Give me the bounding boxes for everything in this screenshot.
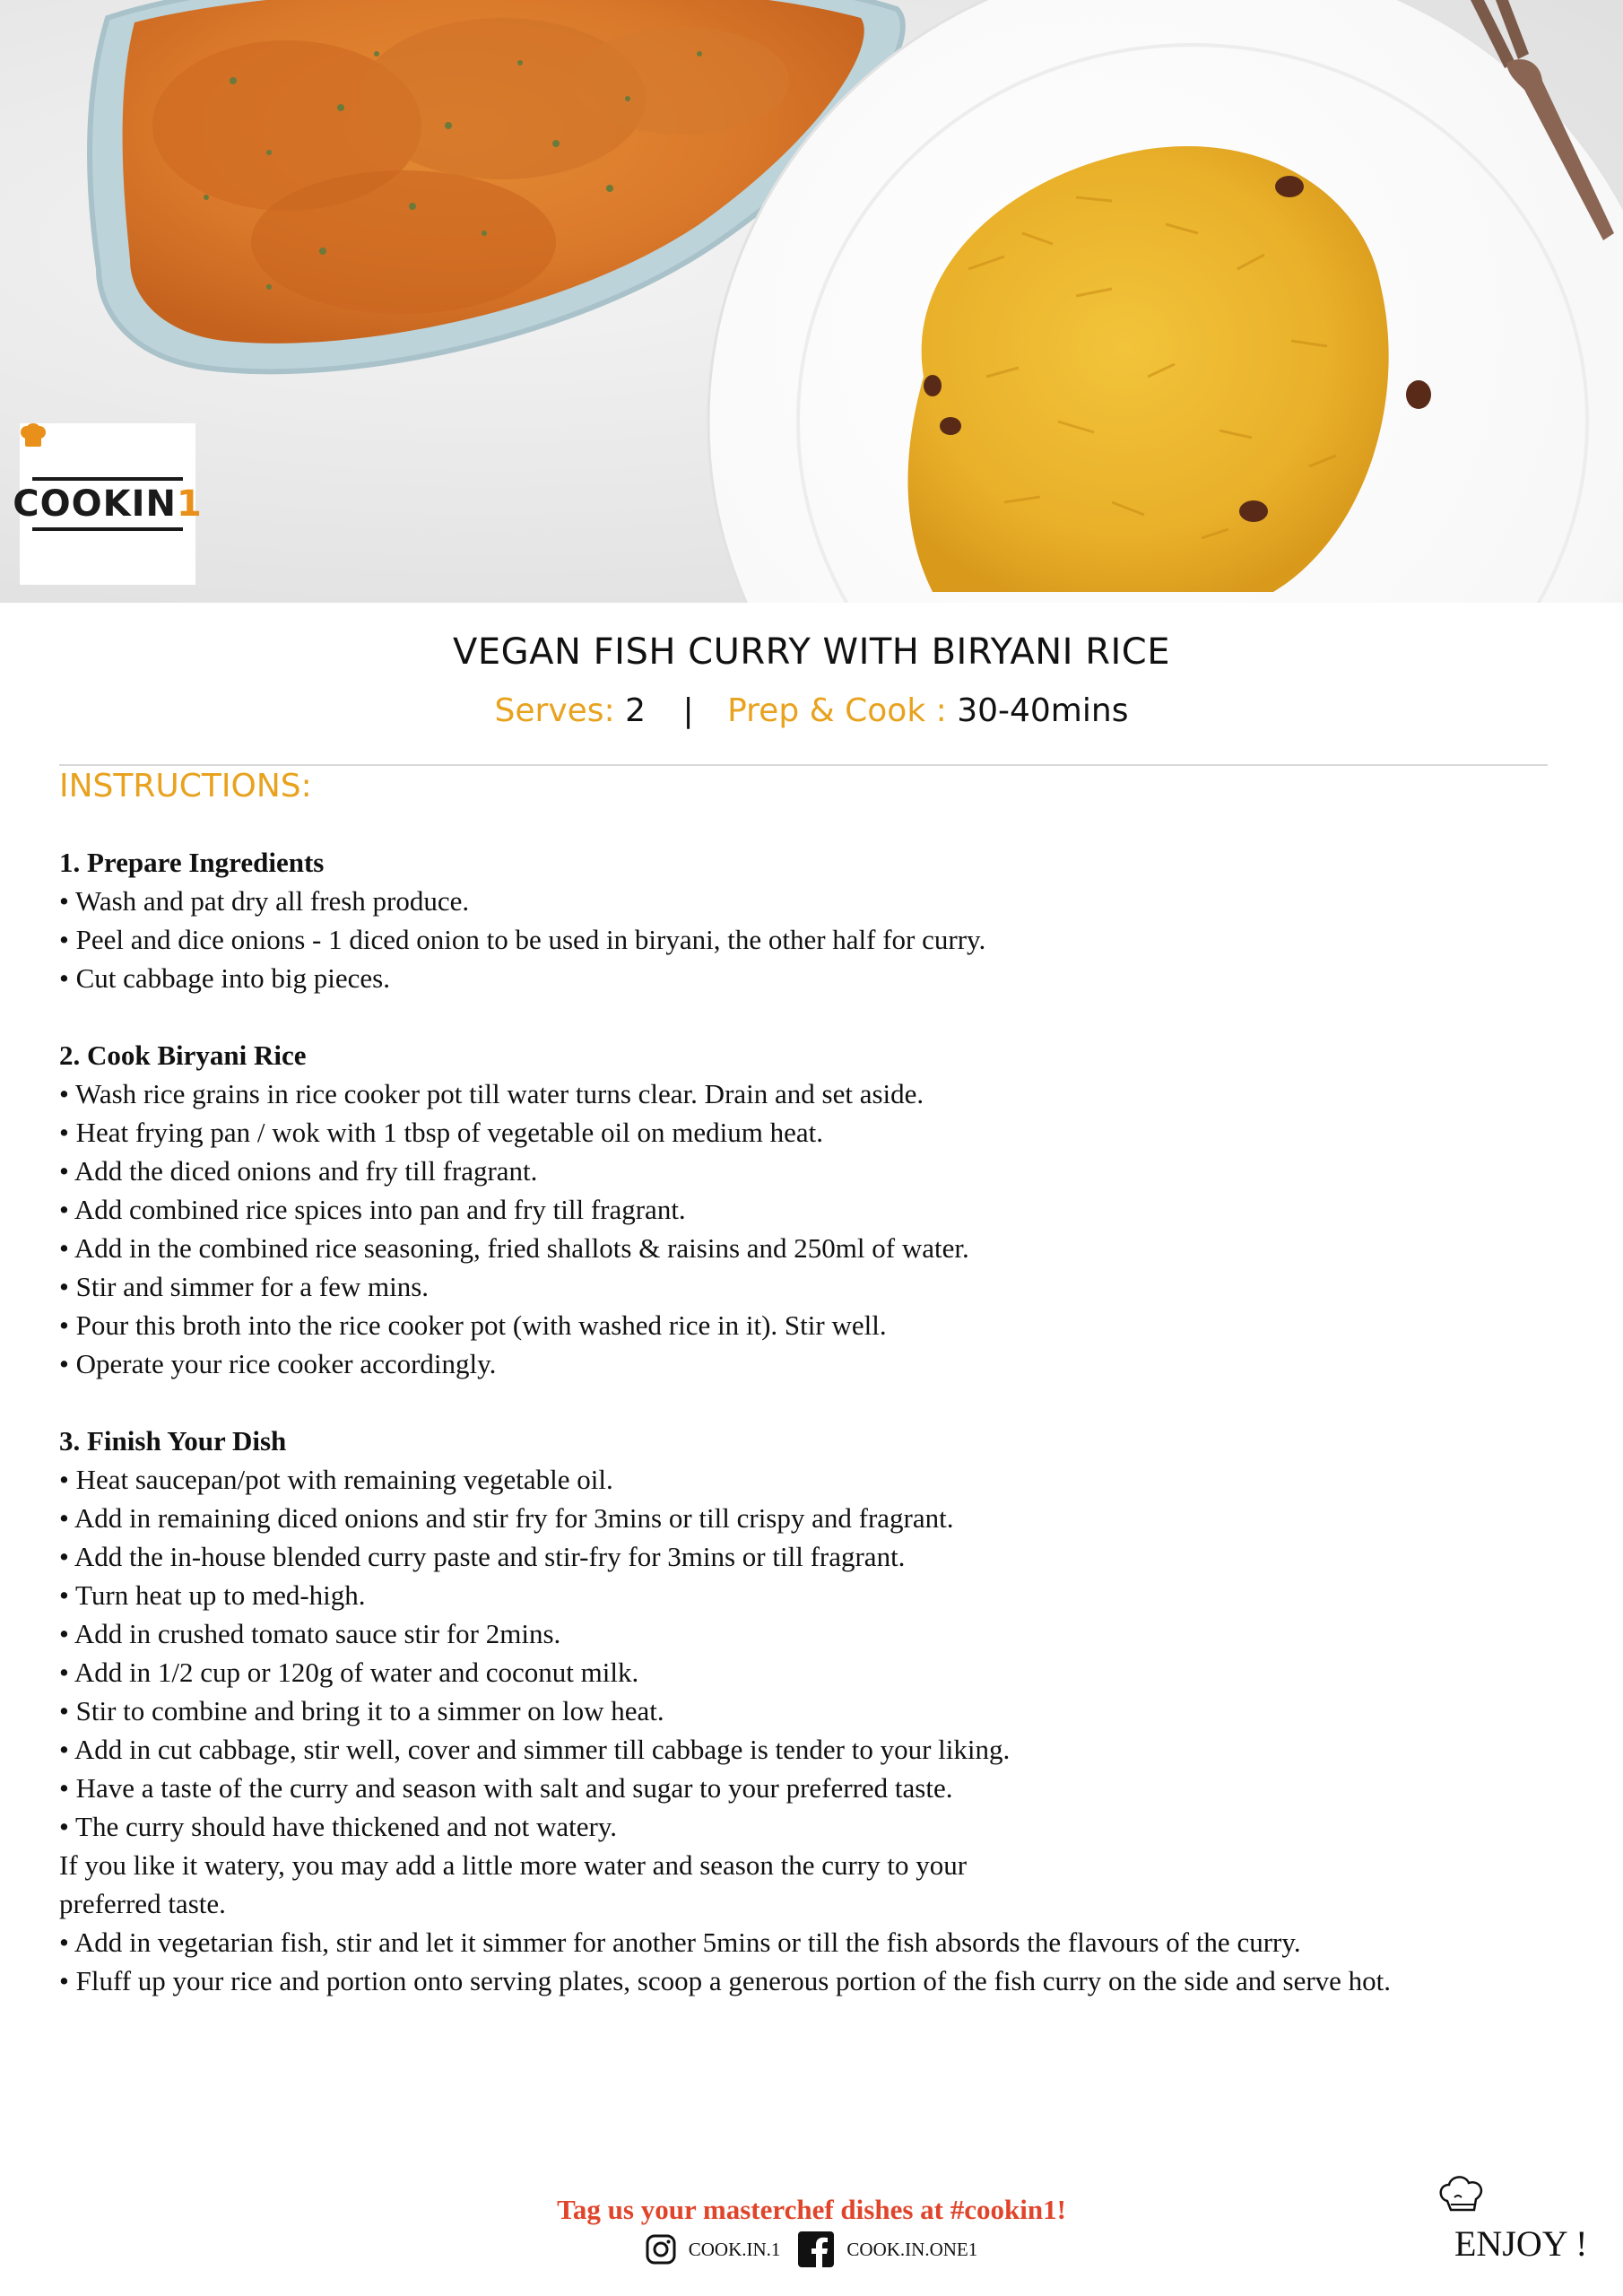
step-line: • Add in crushed tomato sauce stir for 2mins. [59, 1618, 561, 1649]
facebook-icon [798, 2231, 834, 2267]
step-line: • Heat saucepan/pot with remaining vegetable oil. [59, 1464, 613, 1495]
step-line: • Add in cut cabbage, stir well, cover and simmer till cabbage is tender to your liking. [59, 1734, 1011, 1765]
instructions-heading: INSTRUCTIONS: [59, 768, 312, 804]
food-illustration [0, 0, 1623, 603]
step-line: • The curry should have thickened and not watery. [59, 1811, 618, 1842]
step-line: • Peel and dice onions - 1 diced onion to be used in biryani, the other half for curry. [59, 924, 986, 955]
step-line: • Add in 1/2 cup or 120g of water and coconut milk. [59, 1657, 639, 1688]
instructions-body [59, 843, 1566, 2039]
step-line: • Wash rice grains in rice cooker pot till water turns clear. Drain and set aside. [59, 1078, 924, 1109]
step-line: • Add in vegetarian fish, stir and let it simmer for another 5mins or till the fish absords the flavours of the curry. [59, 1926, 1301, 1958]
step-title: 2. Cook Biryani Rice [59, 1039, 307, 1071]
instagram-handle: COOK.IN.1 [688, 2238, 781, 2260]
step-1 [59, 843, 1566, 997]
enjoy-text: ENJOY ! [1454, 2223, 1588, 2264]
step-line: • Add in remaining diced onions and stir fry for 3mins or till crispy and fragrant. [59, 1502, 954, 1534]
recipe-meta [0, 692, 1623, 729]
chef-hat-icon [20, 423, 47, 448]
meta-separator: | [682, 692, 694, 729]
step-line: • Operate your rice cooker accordingly. [59, 1348, 497, 1379]
step-line: • Stir and simmer for a few mins. [59, 1271, 430, 1302]
facebook-handle: COOK.IN.ONE1 [846, 2238, 978, 2260]
step-line: • Turn heat up to med-high. [59, 1579, 366, 1611]
logo-wordmark: COOKIN1 [13, 483, 203, 525]
step-line: • Add in the combined rice seasoning, fried shallots & raisins and 250ml of water. [59, 1232, 969, 1264]
step-line: • Have a taste of the curry and season with salt and sugar to your preferred taste. [59, 1772, 953, 1804]
serves-value: 2 [625, 692, 647, 729]
social-links [0, 2231, 1623, 2267]
step-line: • Add combined rice spices into pan and fry till fragrant. [59, 1194, 686, 1225]
footer-tagline: Tag us your masterchef dishes at #cookin1! [557, 2194, 1066, 2225]
step-line: • Pour this broth into the rice cooker pot (with washed rice in it). Stir well. [59, 1309, 887, 1341]
step-line: • Stir to combine and bring it to a simmer on low heat. [59, 1695, 664, 1726]
instagram-link[interactable] [646, 2234, 781, 2265]
cookin1-logo [13, 423, 203, 585]
chef-hat-outline-icon [1435, 2170, 1488, 2224]
prep-label: Prep & Cook : [727, 692, 947, 729]
step-line: • Heat frying pan / wok with 1 tbsp of vegetable oil on medium heat. [59, 1117, 823, 1148]
step-line: • Cut cabbage into big pieces. [59, 962, 390, 994]
step-line: preferred taste. [59, 1888, 226, 1919]
prep-value: 30-40mins [957, 692, 1129, 729]
step-2 [59, 1036, 1566, 1383]
step-title: 1. Prepare Ingredients [59, 847, 325, 878]
step-3 [59, 1422, 1566, 2000]
step-line: • Wash and pat dry all fresh produce. [59, 885, 470, 917]
recipe-title: VEGAN FISH CURRY WITH BIRYANI RICE [453, 631, 1170, 673]
facebook-link[interactable] [798, 2231, 977, 2267]
serves-label: Serves: [494, 692, 615, 729]
step-line: • Add the in-house blended curry paste and stir-fry for 3mins or till fragrant. [59, 1541, 906, 1572]
step-line: If you like it watery, you may add a little more water and season the curry to your [59, 1849, 968, 1881]
hero-photo [0, 0, 1623, 603]
instagram-icon [646, 2234, 676, 2265]
enjoy-mark [1426, 2170, 1605, 2269]
divider [59, 764, 1548, 766]
logo-bottom-bar [32, 527, 183, 531]
step-line: • Fluff up your rice and portion onto serving plates, scoop a generous portion of the fish curry on the side and serve hot. [59, 1965, 1392, 1996]
step-line: • Add the diced onions and fry till fragrant. [59, 1155, 538, 1187]
step-title: 3. Finish Your Dish [59, 1425, 287, 1457]
